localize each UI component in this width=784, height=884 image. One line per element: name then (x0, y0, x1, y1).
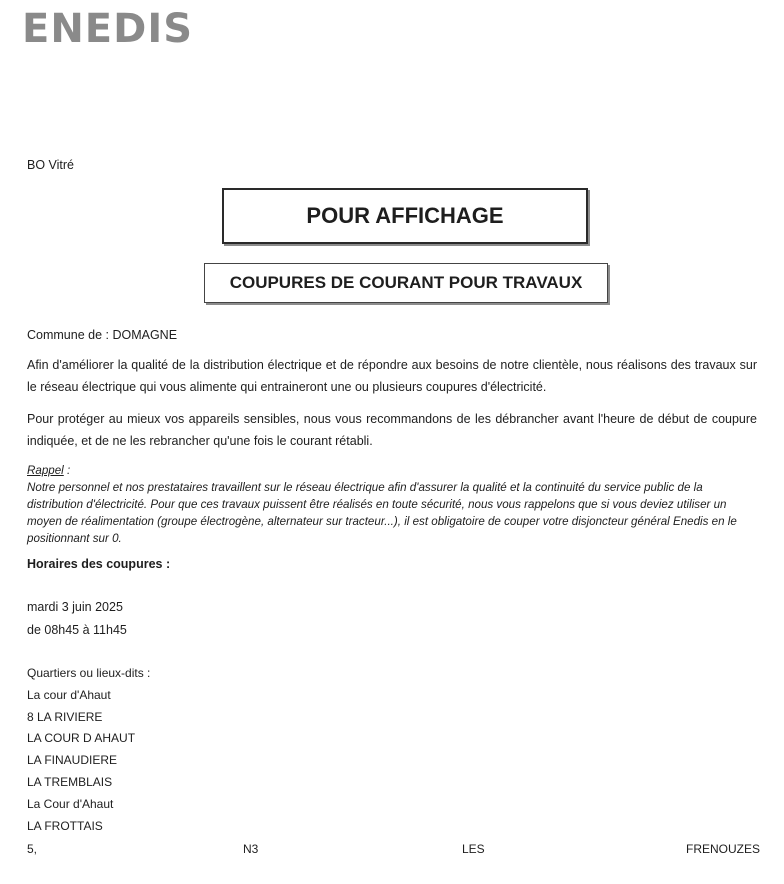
rappel-colon: : (63, 464, 71, 477)
enedis-logo: ENEDIS (22, 6, 194, 52)
poster-title-box (222, 188, 588, 244)
list-item: LA COUR D AHAUT (27, 731, 136, 746)
schedule-date: mardi 3 juin 2025 (27, 600, 123, 614)
rappel-section (27, 462, 747, 547)
list-item: LA FROTTAIS (27, 818, 103, 833)
schedule-heading: Horaires des coupures : (27, 557, 171, 571)
poster-title: POUR AFFICHAGE (306, 203, 504, 228)
rappel-title: Rappel (27, 464, 64, 477)
footer-item: LES (462, 842, 485, 856)
list-item: La Cour d'Ahaut (27, 796, 114, 811)
intro-paragraph: Afin d'améliorer la qualité de la distribution électrique et de répondre aux besoins de notre clientèle, nous réalisons des travaux sur le réseau électrique qui vous alimente qui entraineront une ou plusieurs coupures d'électricité. (27, 358, 757, 394)
schedule-time: de 08h45 à 11h45 (27, 623, 127, 637)
locations-heading: Quartiers ou lieux-dits : (27, 666, 151, 680)
footer-item: FRENOUZES (686, 842, 761, 856)
footer-item: 5, (27, 842, 38, 856)
office-name: BO Vitré (27, 158, 75, 172)
list-item: LA TREMBLAIS (27, 774, 113, 789)
advice-paragraph: Pour protéger au mieux vos appareils sensibles, nous vous recommandons de les débrancher avant l'heure de début de coupure indiquée, et de ne les rebrancher qu'une fois le courant rétabli. (27, 412, 757, 448)
poster-subtitle-box (204, 263, 608, 303)
commune-label: Commune de : DOMAGNE (27, 328, 178, 342)
footer-item: N3 (243, 842, 259, 856)
list-item: La cour d'Ahaut (27, 687, 111, 702)
locations-list (27, 663, 150, 837)
list-item: LA FINAUDIERE (27, 753, 118, 768)
poster-subtitle: COUPURES DE COURANT POUR TRAVAUX (229, 273, 583, 292)
rappel-text: Notre personnel et nos prestataires travaillent sur le réseau électrique afin d'assurer la qualité et la continuité du service public de la distribution d'électricité. Pour que ces travaux puissent être réalisés en toute sécurité, nous vous rappelons que si vous deviez utiliser un moyen de réalimentation (groupe électrogène, alternateur sur tracteur...), il est obligatoire de couper votre disjoncteur général Enedis en le positionnant sur 0. (27, 481, 737, 545)
list-item: 8 LA RIVIERE (27, 709, 103, 724)
